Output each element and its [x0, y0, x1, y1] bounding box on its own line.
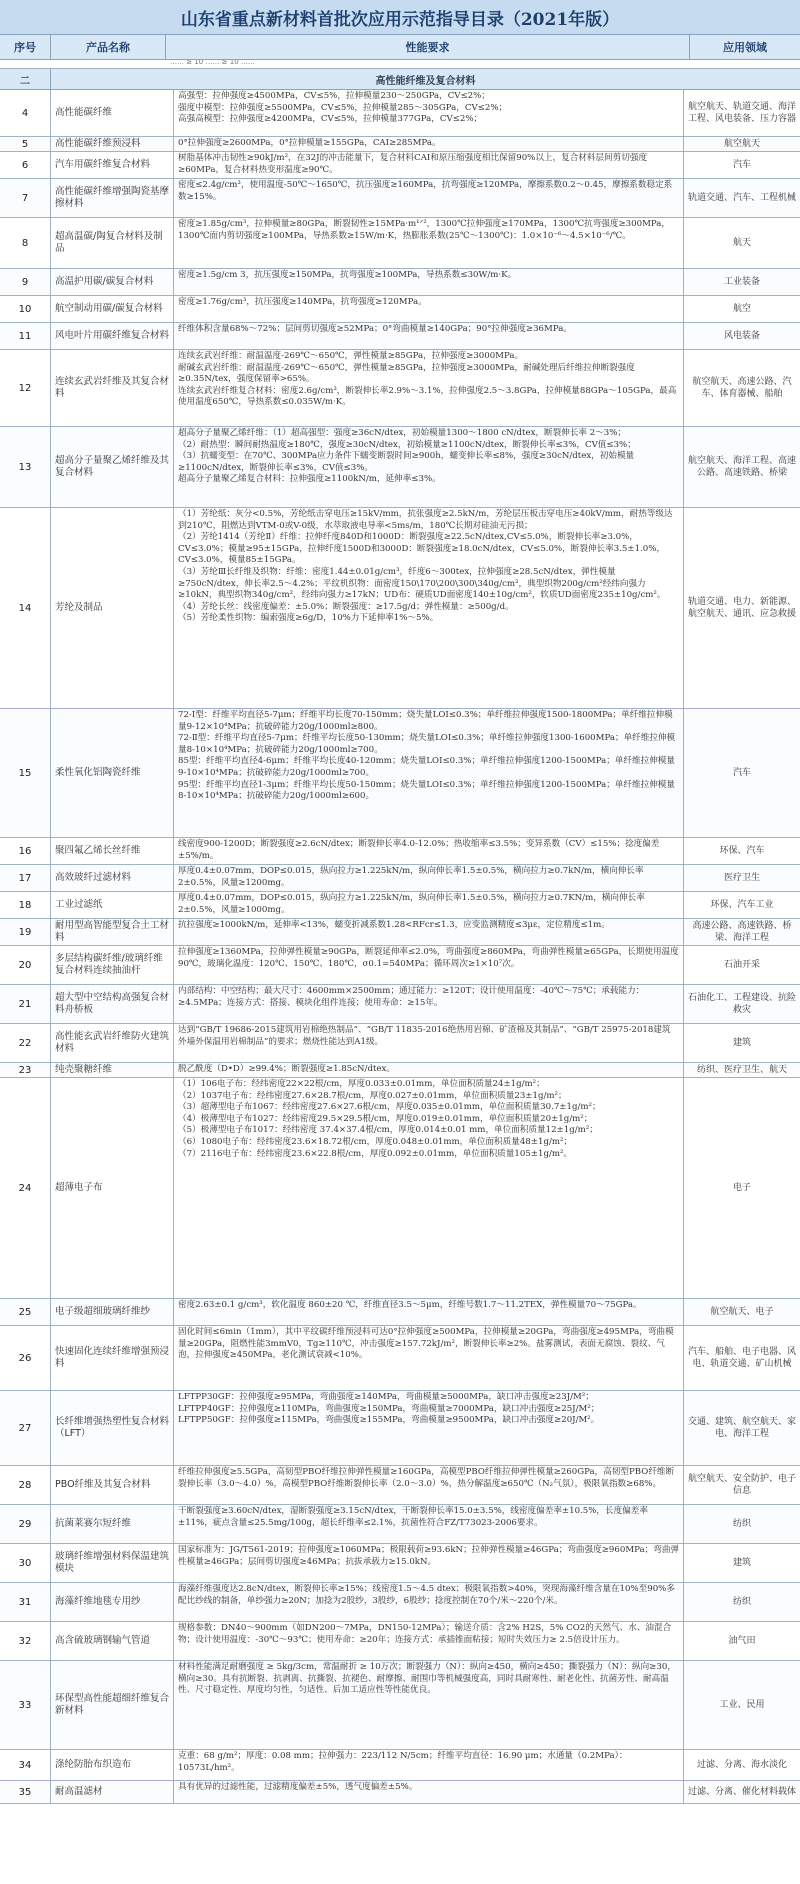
row-name: 海藻纤维地毯专用纱: [51, 1583, 174, 1621]
row-spec: 线密度900-1200D；断裂强度≥2.6cN/dtex；断裂伸长率4.0-12.0%；热收缩率≤3.5%；变异系数（CV）≤15%；捻度偏差±5%/m。: [174, 838, 684, 864]
row-name: 抗菌莱赛尔短纤维: [51, 1505, 174, 1543]
row-spec: 树脂基体冲击韧性≥90kJ/m²，在32J的冲击能量下，复合材料CAI和原压缩强度相比保留90%以上，复合材料层间剪切强度≥60MPa，复合材料热变形温度≥90℃。: [174, 152, 684, 178]
row-spec: 密度≤2.4g/cm³，使用温度-50℃～1650℃，抗压强度≥160MPa，抗弯强度≥120MPa，摩擦系数0.2～0.45，摩擦系数稳定系数≥15%。: [174, 179, 684, 217]
row-spec: 密度≥1.76g/cm³，抗压强度≥140MPa，抗弯强度≥120MPa。: [174, 296, 684, 322]
row-spec: 厚度0.4±0.07mm，DOP≤0.015，纵向拉力≥1.225kN/m，纵向伸长率1.5±0.5%，横向拉力≥0.7KN/m，横向伸长率2±0.5%，风量≥1000mg。: [174, 892, 684, 918]
row-name: 高性能碳纤维预浸料: [51, 137, 174, 151]
row-app: 建筑: [732, 1558, 751, 1568]
row-app: 过滤、分离、催化材料载体: [687, 1787, 796, 1797]
row-app: 环保、汽车工业: [710, 900, 774, 910]
row-spec: 纤维体积含量68%～72%；层间剪切强度≥52MPa；0°弯曲模量≥140GPa；90°拉伸强度≥36MPa。: [174, 323, 684, 349]
row-spec: 材料性能满足耐磨强度 ≥ 5kg/3cm，常温耐折 ≥ 10万次；断裂强力（N）：纵向≥450，横向≥450；撕裂强力（N）：纵向≥30，横向≥30。具有抗断裂、抗剥离、抗撕裂、抗褪色、耐摩擦、耐围巾等机械强度高，同时具耐寒性、耐老化性、抗菌芳性、耐高温性、尺寸稳定性、厚度均匀性，匀适性、后加工适应性等性能优良。: [174, 1661, 684, 1749]
row-app: 航空航天、高速公路、汽车、体育器械、船舶: [692, 377, 792, 399]
row-spec: 密度≥1.5g/cm 3，抗压强度≥150MPa，抗弯强度≥100MPa，导热系数≤30W/m·K。: [174, 269, 684, 295]
row-name: PBO纤维及其复合材料: [51, 1466, 174, 1504]
row-index: 22: [0, 1024, 51, 1062]
row-app: 轨道交通、电力、新能源、航空航天、通讯、应急救援: [687, 597, 796, 619]
table-row: [0, 1661, 800, 1750]
row-name: 柔性氧化铝陶瓷纤维: [51, 709, 174, 837]
row-app: 交通、建筑、航空航天、家电、海洋工程: [687, 1417, 796, 1439]
row-index: 13: [0, 427, 51, 507]
row-index: 15: [0, 709, 51, 837]
row-name: 玻璃纤维增强材料保温建筑模块: [51, 1544, 174, 1582]
table-row: [0, 1781, 800, 1804]
row-spec: 高强型：拉伸强度≥4500MPa，CV≤5%，拉伸模量230～250GPa，CV≤2%； 强度中模型：拉伸强度≥5500MPa，CV≤5%，拉伸模量285～305GPa，CV≤2%； 高强高模型：拉伸强度≥4200MPa，CV≤5%，拉伸模量377GPa，CV≤2%；: [174, 90, 684, 136]
header-app: 应用领域: [723, 41, 767, 54]
row-index: 7: [0, 179, 51, 217]
row-index: 34: [0, 1750, 51, 1780]
row-spec: （1）芳纶纸：灰分<0.5%，芳纶纸击穿电压≥15kV/mm，抗张强度≥2.5kN/m，芳纶层压板击穿电压≥40kV/mm，耐热等级达到210℃，阻燃达到VTM-0或V-0级，水萃取液电导率<5ms/m，180℃长期对硅油无污损； （2）芳纶1414（芳纶Ⅱ）纤维：拉伸纤度840D和1000D：断裂强度≥22.5cN/dtex,CV≤5.0%，断裂伸长率≥3.0%，CV≤3.0%；模量≥95±15GPa，拉伸纤度1500D和3000D：断裂强度≥18.0cN/dtex，CV≤5.0%，断裂伸长率3.5±1.0%，CV≤3.0%，模量85±15GPa。 （3）芳纶Ⅲ长纤维及织物：纤维：密度1.44±0.01g/cm³，纤度6～300tex，拉伸强度≥28.5cN/dtex，弹性模量≥750cN/dtex，伸长率2.5～4.2%；平纹机织物：面密度150\170\200\300\340g/cm²，典型织物200g/cm²经纬向强力≥10kN，典型织物340g/cm²，经纬向强力≥17kN；UD布：硬质UD面密度140±10g/cm²，软质UD面密度235±10g/cm²。 （4）芳纶长丝：线密度偏差：±5.0%；断裂强度：≥17.5g/d；弹性模量：≥500g/d。 （5）芳纶柔性织物：编索强度≥6g/D，10%力下延伸率1%～5%。: [174, 508, 684, 708]
row-name: 快速固化连续纤维增强预浸料: [51, 1326, 174, 1390]
row-spec: 密度2.63±0.1 g/cm³，软化温度 860±20 ℃，纤维直径3.5～5μm，纤维号数1.7～11.2TEX，弹性模量70～75GPa。: [174, 1299, 684, 1325]
table-row: [0, 892, 800, 919]
row-index: 8: [0, 218, 51, 268]
table-header: [0, 35, 800, 60]
row-index: 17: [0, 865, 51, 891]
row-name: 超高温碳/陶复合材料及制品: [51, 218, 174, 268]
section-title: 高性能纤维及复合材料: [375, 75, 476, 87]
row-name: 纯壳聚糖纤维: [51, 1063, 174, 1077]
row-app: 建筑: [732, 1038, 751, 1048]
row-name: 超高分子量聚乙烯纤维及其复合材料: [51, 427, 174, 507]
row-spec: 固化时间≤6min（1mm），其中平纹碳纤维预浸料可达0°拉伸强度≥500MPa，拉伸模量≥20GPa，弯曲强度≥495MPa，弯曲模量≥20GPa，阻燃性能3mmV0，Tg≥110℃，冲击强度≥157.72kJ/m²，断裂伸长率≥2%。盐雾测试，表面无腐蚀、裂纹、气泡，拉伸强度≥450MPa，老化测试衰减<10%。: [174, 1326, 684, 1390]
table-row: [0, 152, 800, 179]
row-index: 6: [0, 152, 51, 178]
row-name: 超薄电子布: [51, 1078, 174, 1298]
row-index: 24: [0, 1078, 51, 1298]
row-app: 工业装备: [723, 277, 760, 287]
row-spec: 干断裂强度≥3.60cN/dtex，湿断裂强度≥3.15cN/dtex，干断裂伸长率15.0±3.5%，线密度偏差率±10.5%，长度偏差率±11%，疵点含量≤25.5mg/100g，超长纤维率≤2.1%，抗菌性符合FZ/T73023-2006要求。: [174, 1505, 684, 1543]
row-app: 汽车: [732, 160, 751, 170]
table-row: [0, 865, 800, 892]
row-name: 耐用型高智能型复合土工材料: [51, 919, 174, 945]
table-row: [0, 709, 800, 838]
row-name: 超大型中空结构高强复合材料舟桥板: [51, 985, 174, 1023]
row-index: 21: [0, 985, 51, 1023]
table-row: [0, 218, 800, 269]
row-index: 20: [0, 946, 51, 984]
row-name: 高性能碳纤维增强陶瓷基摩擦材料: [51, 179, 174, 217]
row-name: 多层结构碳纤维/玻璃纤维复合材料连续抽油杆: [51, 946, 174, 984]
table-row: [0, 1544, 800, 1583]
row-name: 航空制动用碳/碳复合材料: [51, 296, 174, 322]
row-index: 9: [0, 269, 51, 295]
row-app: 高速公路、高速铁路、桥梁、海洋工程: [692, 921, 792, 943]
row-name: 耐高温滤材: [51, 1781, 174, 1803]
table-row: [0, 1024, 800, 1063]
row-spec: 脱乙酰度（D•D）≥99.4%；断裂强度≥1.85cN/dtex。: [174, 1063, 684, 1077]
row-name: 长纤维增强热塑性复合材料（LFT）: [51, 1391, 174, 1465]
table-row: [0, 296, 800, 323]
row-spec: 厚度0.4±0.07mm，DOP≤0.015，纵向拉力≥1.225kN/m，纵向伸长率1.5±0.5%，横向拉力≥0.7kN/m，横向伸长率2±0.5%，风量≥1200mg。: [174, 865, 684, 891]
row-spec: （1）106电子布：经纬密度22×22根/cm，厚度0.033±0.01mm，单位面积质量24±1g/m²； （2）1037电子布：经纬密度27.6×28.7根/cm，厚度0.027±0.01mm，单位面积质量23±1g/m²； （3）超薄型电子布1067：经纬密度27.6×27.6根/cm，厚度0.035±0.01mm，单位面积质量30.7±1g/m²； （4）极薄型电子布1027：经纬密度29.5×29.5根/cm，厚度0.019±0.01mm，单位面积质量20±1g/m²； （5）极薄型电子布1017：经纬密度 37.4×37.4根/cm，厚度0.014±0.01 mm，单位面积质量12±1g/m²； （6）1080电子布：经纬密度23.6×18.72根/cm，厚度0.048±0.01mm，单位面积质量48±1g/m²； （7）2116电子布：经纬密度23.6×22.8根/cm，厚度0.092±0.01mm，单位面积质量105±1g/m²。: [174, 1078, 684, 1298]
row-app: 电子: [732, 1183, 751, 1193]
table-row: [0, 1505, 800, 1544]
table-row: [0, 946, 800, 985]
header-name: 产品名称: [51, 35, 166, 59]
row-app: 纺织、医疗卫生、航天: [696, 1065, 787, 1075]
row-name: 高性能玄武岩纤维防火建筑材料: [51, 1024, 174, 1062]
row-index: 19: [0, 919, 51, 945]
header-index: 序号: [0, 35, 51, 59]
table-row: [0, 1078, 800, 1299]
page-title: 山东省重点新材料首批次应用示范指导目录（2021年版）: [0, 0, 800, 35]
row-name: 高含硫玻璃钢输气管道: [51, 1622, 174, 1660]
header-spec: 性能要求: [166, 35, 690, 59]
row-name: 连续玄武岩纤维及其复合材料: [51, 350, 174, 426]
table-row: [0, 427, 800, 508]
row-index: 29: [0, 1505, 51, 1543]
row-app: 航空航天: [723, 139, 760, 149]
row-index: 26: [0, 1326, 51, 1390]
section-header: [0, 69, 800, 90]
row-index: 14: [0, 508, 51, 708]
table-row: [0, 1466, 800, 1505]
row-name: 高性能碳纤维: [51, 90, 174, 136]
row-spec: 密度≥1.85g/cm³，拉伸模量≥80GPa，断裂韧性≥15MPa·m¹ᐟ²，1300℃拉伸强度≥170MPa，1300℃抗弯强度≥300MPa，1300℃面内剪切强度≥100MPa，导热系数≥15W/m·K，热膨胀系数(25℃～1300℃)：1.0×10⁻⁶～4.5×10⁻⁶/℃。: [174, 218, 684, 268]
row-name: 汽车用碳纤维复合材料: [51, 152, 174, 178]
row-app: 轨道交通、汽车、工程机械: [687, 193, 796, 203]
row-app: 纺织: [732, 1597, 751, 1607]
row-app: 航天: [732, 238, 751, 248]
row-app: 汽车: [732, 768, 751, 778]
table-row: [0, 137, 800, 152]
row-app: 石油开采: [723, 960, 760, 970]
row-index: 27: [0, 1391, 51, 1465]
row-name: 高效玻纤过滤材料: [51, 865, 174, 891]
row-spec: 超高分子量聚乙烯纤维：（1）超高强型：强度≥36cN/dtex，初始模量1300～1800 cN/dtex，断裂伸长率 2～3%； （2）耐热型：瞬间耐热温度≥180℃，强度≥30cN/dtex，初始模量≥1100cN/dtex，断裂伸长率≤3%，CV值≤3%； （3）抗蠕变型：在70℃、300MPa应力条件下蠕变断裂时间≥900h，蠕变伸长率≤8%，强度≥30cN/dtex，初始模量≥1100cN/dtex，断裂伸长率≤3%，CV值≤3%。 超高分子量聚乙烯复合材料：拉伸强度≥1100kN/m，延伸率≤3%。: [174, 427, 684, 507]
row-spec: 内部结构：中空结构；最大尺寸：4600mm×2500mm；通过能力：≥120T；设计使用温度：-40℃～75℃；承载能力：≥4.5MPa；连接方式：搭接、模块化组件连接；使用寿命：≥15年。: [174, 985, 684, 1023]
row-name: 高温护用碳/碳复合材料: [51, 269, 174, 295]
cutoff-row: …… ≥ 10 …… ≥ 10 ……: [0, 60, 800, 69]
row-index: 4: [0, 90, 51, 136]
row-index: 12: [0, 350, 51, 426]
row-name: 风电叶片用碳纤维复合材料: [51, 323, 174, 349]
row-app: 汽车、船舶、电子电器、风电、轨道交通、矿山机械: [687, 1347, 796, 1369]
row-index: 30: [0, 1544, 51, 1582]
table-row: [0, 508, 800, 709]
row-name: 聚四氟乙烯长丝纤维: [51, 838, 174, 864]
row-spec: 连续玄武岩纤维：耐温温度-269℃～650℃，弹性模量≥85GPa，拉伸强度≥3000MPa。 耐碱玄武岩纤维：耐温温度-269℃～650℃，弹性模量≥85GPa，拉伸强度≥3000MPa，耐碱处理后纤维拉伸断裂强度≥0.35N/tex，强度保留率>65%。 连续玄武岩纤维复合材料：密度2.6g/cm³，断裂伸长率2.9%～3.1%，拉伸强度2.5～3.8GPa，拉伸模量88GPa～105GPa，最高使用温度650℃，导热系数≤0.035W/m·K。: [174, 350, 684, 426]
row-spec: 72-Ⅰ型：纤维平均直径5-7μm；纤维平均长度70-150mm；烧失量LOI≤0.3%；单纤维拉伸强度1500-1800MPa；单纤维拉伸模量9-12×10⁴MPa；抗破碎能力20g/1000ml≥800。 72-Ⅱ型：纤维平均直径5-7μm；纤维平均长度50-130mm；烧失量LOI≤0.3%；单纤维拉伸强度1300-1600MPa；单纤维拉伸模量8-10×10⁴MPa；抗破碎能力20g/1000ml≥700。 85型：纤维平均直径4-6μm；纤维平均长度40-120mm；烧失量LOI≤0.3%；单纤维拉伸强度1200-1500MPa；单纤维拉伸模量9-10×10⁴MPa；抗破碎能力20g/1000ml≥700。 95型：纤维平均直径1-3μm；纤维平均长度50-150mm；烧失量LOI≤0.3%；单纤维拉伸强度1200-1500MPa；单纤维拉伸模量8-10×10⁴MPa；抗破碎能力20g/1000ml≥600。: [174, 709, 684, 837]
row-name: 电子级超细玻璃纤维纱: [51, 1299, 174, 1325]
row-index: 23: [0, 1063, 51, 1077]
row-spec: 抗拉强度≥1000kN/m，延伸率<13%，蠕变折减系数1.28<RFcr≤1.3，应变监测精度≤3μɛ，定位精度≤1m。: [174, 919, 684, 945]
row-app: 石油化工、工程建设、抗险救灾: [687, 993, 796, 1015]
table-row: [0, 985, 800, 1024]
table-row: [0, 269, 800, 296]
row-index: 18: [0, 892, 51, 918]
row-index: 33: [0, 1661, 51, 1749]
row-app: 航空航天、轨道交通、海洋工程、风电装备、压力容器: [687, 102, 796, 124]
row-spec: 克重：68 g/m²；厚度：0.08 mm；拉伸强力：223/112 N/5cm；纤维平均直径：16.90 μm；水通量（0.2MPa）：10573L/hm²。: [174, 1750, 684, 1780]
table-row: [0, 1391, 800, 1466]
row-name: 芳纶及制品: [51, 508, 174, 708]
row-spec: 规格参数：DN40～900mm（如DN200～7MPa，DN150-12MPa）；输送介质：含2% H2S，5% CO2的天然气、水、油混合物；设计使用温度：-30℃～93℃；使用寿命：≥20年；连接方式：承插锥面粘接；短时失效压力≥ 2.5倍设计压力。: [174, 1622, 684, 1660]
table-row: [0, 90, 800, 137]
table-row: [0, 1326, 800, 1391]
row-app: 风电装备: [723, 331, 760, 341]
row-name: 环保型高性能超细纤维复合新材料: [51, 1661, 174, 1749]
table-row: [0, 919, 800, 946]
row-app: 工业、民用: [719, 1700, 765, 1710]
table-row: [0, 350, 800, 427]
table-row: [0, 838, 800, 865]
row-index: 16: [0, 838, 51, 864]
row-spec: 具有优异的过滤性能，过滤精度偏差±5%，透气度偏差±5%。: [174, 1781, 684, 1803]
row-name: 涤纶防胎布织造布: [51, 1750, 174, 1780]
row-index: 10: [0, 296, 51, 322]
row-index: 32: [0, 1622, 51, 1660]
row-spec: 纤维拉伸强度≥5.5GPa，高韧型PBO纤维拉伸弹性模量≥160GPa，高模型PBO纤维拉伸弹性模量≥260GPa，高韧型PBO纤维断裂伸长率（3.0～4.0）%，高模型PBO纤维断裂伸长率（2.0～3.0）%，热分解温度≥650℃（N₂气氛），极限氧指数≥68%。: [174, 1466, 684, 1504]
row-app: 过滤、分离、海水淡化: [696, 1760, 787, 1770]
row-index: 28: [0, 1466, 51, 1504]
row-spec: 0°拉伸强度≥2600MPa，0°拉伸模量≥155GPa，CAI≥285MPa。: [174, 137, 684, 151]
row-app: 医疗卫生: [723, 873, 760, 883]
row-index: 5: [0, 137, 51, 151]
row-app: 航空: [732, 304, 751, 314]
row-index: 25: [0, 1299, 51, 1325]
row-spec: 拉伸强度≥1360MPa，拉伸弹性模量≥90GPa，断裂延伸率≤2.0%，弯曲强度≥860MPa，弯曲弹性模量≥65GPa，长期使用温度90℃，玻璃化温度：120℃、150℃、180℃，σ0.1=540MPa；循环周次≥1×10⁷次。: [174, 946, 684, 984]
table-row: [0, 1299, 800, 1326]
row-app: 油气田: [728, 1636, 756, 1646]
row-app: 航空航天、电子: [710, 1307, 774, 1317]
section-index: 二: [0, 69, 51, 89]
row-index: 31: [0, 1583, 51, 1621]
row-spec: 国家标准为：JG/T561-2019；拉伸强度≥1060MPa；极限载荷≥93.6kN；拉伸弹性模量≥46GPa；弯曲强度≥960MPa；弯曲弹性模量≥46GPa；层间剪切强度≥46MPa；抗拔承载力≥15.0kN。: [174, 1544, 684, 1582]
row-index: 11: [0, 323, 51, 349]
table-row: [0, 1583, 800, 1622]
row-app: 环保、汽车: [719, 846, 765, 856]
row-app: 航空航天、安全防护、电子信息: [687, 1474, 796, 1496]
row-spec: LFTPP30GF：拉伸强度≥95MPa，弯曲强度≥140MPa，弯曲模量≥5000MPa，缺口冲击强度≥23J/M²； LFTPP40GF：拉伸强度≥110MPa，弯曲强度≥150MPa，弯曲模量≥7000MPa，缺口冲击强度≥25J/M²； LFTPP50GF：拉伸强度≥115MPa，弯曲强度≥155MPa，弯曲模量≥9500MPa，缺口冲击强度≥20J/M²。: [174, 1391, 684, 1465]
table-row: [0, 1622, 800, 1661]
table-row: [0, 323, 800, 350]
row-spec: 达到“GB/T 19686-2015建筑用岩棉绝热制品”、“GB/T 11835-2016绝热用岩棉、矿渣棉及其制品”、“GB/T 25975-2018建筑外墙外保温用岩棉制品”的要求；燃烧性能达到A1级。: [174, 1024, 684, 1062]
row-spec: 海藻纤维强度达2.8cN/dtex，断裂伸长率≥15%；线密度1.5～4.5 dtex；极限氧指数>40%，突现海藻纤维含量在10%至90%多配比纱线的制备，单纱强力≥20N；加捻为2股纱，3股纱，6股纱；捻度控制在70个/米～220个/米。: [174, 1583, 684, 1621]
row-index: 35: [0, 1781, 51, 1803]
row-app: 纺织: [732, 1519, 751, 1529]
table-body: [0, 90, 800, 1804]
table-row: [0, 179, 800, 218]
table-row: [0, 1063, 800, 1078]
row-app: 航空航天、海洋工程、高速公路、高速铁路、桥梁: [687, 456, 796, 478]
row-name: 工业过滤纸: [51, 892, 174, 918]
table-row: [0, 1750, 800, 1781]
